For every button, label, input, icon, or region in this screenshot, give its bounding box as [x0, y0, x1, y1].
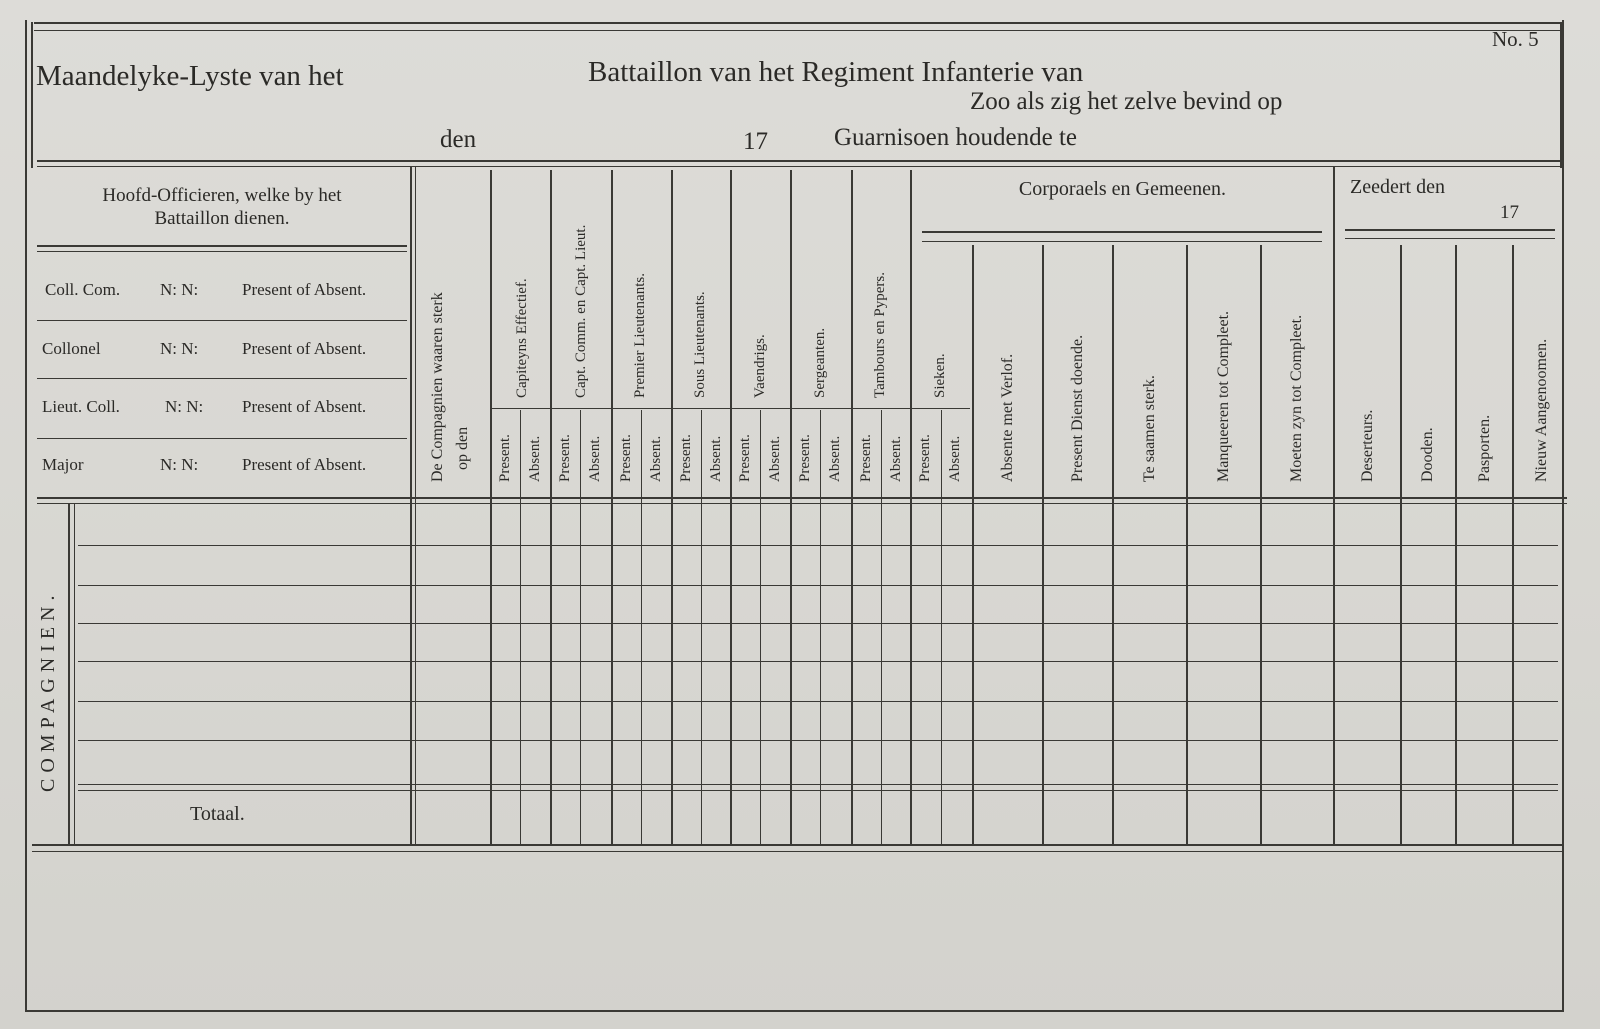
- body-top-rule-inner: [37, 503, 1567, 504]
- since-col-deserteurs: Deserteurs.: [1359, 409, 1376, 482]
- sub-col-rule: [941, 410, 942, 846]
- officer-row-rule: [37, 378, 407, 379]
- group-label-capiteyns: Capiteyns Effectief.: [514, 278, 530, 398]
- page-right-border: [1562, 20, 1564, 1010]
- sub-col-rule: [580, 410, 581, 846]
- year-17: 17: [743, 128, 768, 155]
- col-rule: [410, 166, 412, 846]
- officer-nn: N: N:: [160, 455, 199, 474]
- present-label: Present.: [618, 434, 634, 482]
- absent-label: Absent.: [648, 435, 664, 482]
- garrison-label: Guarnisoen houdende te: [834, 124, 1077, 151]
- corporals-col-verlof: Absente met Verlof.: [999, 353, 1016, 482]
- present-label: Present.: [858, 434, 874, 482]
- present-absent-rule: [492, 408, 970, 409]
- col-rule: [730, 170, 732, 846]
- company-row-rule: [78, 701, 1558, 702]
- present-label: Present.: [678, 434, 694, 482]
- since-col-pasporten: Pasporten.: [1476, 414, 1493, 482]
- sub-col-rule: [641, 410, 642, 846]
- officer-row-rule: [37, 438, 407, 439]
- subtitle-right: Zoo als zig het zelve bevind op: [970, 88, 1283, 115]
- left-header-border: [31, 22, 33, 168]
- col-rule: [790, 170, 792, 846]
- group-label-premier: Premier Lieutenants.: [632, 273, 648, 398]
- officer-rank: Collonel: [42, 339, 101, 358]
- title-right: Battaillon van het Regiment Infanterie van: [588, 56, 1084, 88]
- group-label-sieken: Sieken.: [932, 353, 948, 398]
- present-label: Present.: [737, 434, 753, 482]
- since-col-dooden: Dooden.: [1419, 427, 1436, 482]
- corporals-rule-inner: [922, 241, 1322, 242]
- since-year: 17: [1500, 202, 1519, 223]
- present-label: Present.: [497, 434, 513, 482]
- den-label: den: [440, 126, 477, 153]
- absent-label: Absent.: [587, 435, 603, 482]
- since-rule: [1345, 229, 1555, 231]
- page-bottom-border: [25, 1010, 1564, 1012]
- col-rule: [910, 170, 912, 846]
- sub-col-rule: [520, 410, 521, 846]
- group-label-tambours: Tambours en Pypers.: [872, 271, 888, 398]
- total-label: Totaal.: [190, 803, 245, 825]
- officer-status: Present of Absent.: [242, 455, 367, 474]
- col-rule: [851, 170, 853, 846]
- corporals-heading: Corporaels en Gemeenen.: [1018, 178, 1227, 200]
- companies-strength-sub: op den: [454, 426, 471, 470]
- present-label: Present.: [557, 434, 573, 482]
- top-border-line: [34, 22, 1564, 24]
- bottom-rule-inner: [32, 851, 1562, 852]
- bottom-rule: [32, 844, 1562, 846]
- company-row-rule: [78, 740, 1558, 741]
- officer-status: Present of Absent.: [242, 397, 367, 416]
- top-border-line-inner: [34, 30, 1564, 31]
- companies-strength-label: De Compagnien waaren sterk: [429, 292, 446, 482]
- officer-status: Present of Absent.: [242, 339, 367, 358]
- col-rule: [550, 170, 552, 846]
- header-rule-inner: [37, 166, 1560, 167]
- officer-nn: N: N:: [165, 397, 204, 416]
- total-rule-inner: [78, 790, 1558, 791]
- officer-rank: Major: [42, 455, 84, 474]
- corporals-col-saamen: Te saamen sterk.: [1141, 375, 1158, 482]
- col-rule: [1333, 166, 1335, 846]
- col-rule: [671, 170, 673, 846]
- group-label-sous: Sous Lieutenants.: [692, 291, 708, 398]
- corporals-col-moeten: Moeten zyn tot Compleet.: [1288, 314, 1305, 482]
- col-rule: [415, 166, 416, 846]
- title-left: Maandelyke-Lyste van het: [36, 60, 344, 92]
- company-label-rule-inner: [74, 503, 75, 846]
- body-top-rule: [37, 497, 1567, 499]
- officer-rank: Lieut. Coll.: [42, 397, 120, 416]
- officers-heading-line2: Battaillon dienen.: [154, 208, 290, 229]
- corporals-col-dienst: Present Dienst doende.: [1069, 334, 1086, 482]
- absent-label: Absent.: [708, 435, 724, 482]
- sub-col-rule: [760, 410, 761, 846]
- form-number: No. 5: [1492, 27, 1539, 51]
- since-heading: Zeedert den: [1350, 176, 1445, 198]
- sub-col-rule: [881, 410, 882, 846]
- absent-label: Absent.: [767, 435, 783, 482]
- officer-nn: N: N:: [160, 339, 199, 358]
- group-label-capt-comm: Capt. Comm. en Capt. Lieut.: [573, 224, 589, 398]
- since-col-aangenoomen: Nieuw Aangenoomen.: [1533, 338, 1550, 482]
- company-row-rule: [78, 661, 1558, 662]
- company-row-rule: [78, 623, 1558, 624]
- company-label-rule: [68, 503, 70, 846]
- col-rule: [490, 170, 492, 846]
- present-label: Present.: [797, 434, 813, 482]
- col-rule: [611, 170, 613, 846]
- sub-col-rule: [701, 410, 702, 846]
- group-label-sergeanten: Sergeanten.: [812, 327, 828, 398]
- officer-rank: Coll. Com.: [45, 280, 121, 299]
- companies-label: COMPAGNIEN.: [37, 589, 59, 792]
- header-rule: [37, 160, 1560, 162]
- officers-heading-rule-inner: [37, 251, 407, 252]
- corporals-col-manqueeren: Manqueeren tot Compleet.: [1215, 310, 1232, 482]
- officers-heading-rule: [37, 245, 407, 247]
- since-rule-inner: [1345, 238, 1555, 239]
- absent-label: Absent.: [888, 435, 904, 482]
- present-label: Present.: [917, 434, 933, 482]
- total-rule: [78, 784, 1558, 785]
- absent-label: Absent.: [947, 435, 963, 482]
- company-row-rule: [78, 585, 1558, 586]
- corporals-rule: [922, 231, 1322, 233]
- absent-label: Absent.: [527, 435, 543, 482]
- officer-status: Present of Absent.: [242, 280, 367, 299]
- officers-heading-line1: Hoofd-Officieren, welke by het: [102, 185, 342, 206]
- officer-row-rule: [37, 320, 407, 321]
- group-label-vaendrigs: Vaendrigs.: [752, 334, 768, 398]
- absent-label: Absent.: [827, 435, 843, 482]
- sub-col-rule: [820, 410, 821, 846]
- page-left-border: [25, 20, 27, 1010]
- officer-nn: N: N:: [160, 280, 199, 299]
- company-row-rule: [78, 545, 1558, 546]
